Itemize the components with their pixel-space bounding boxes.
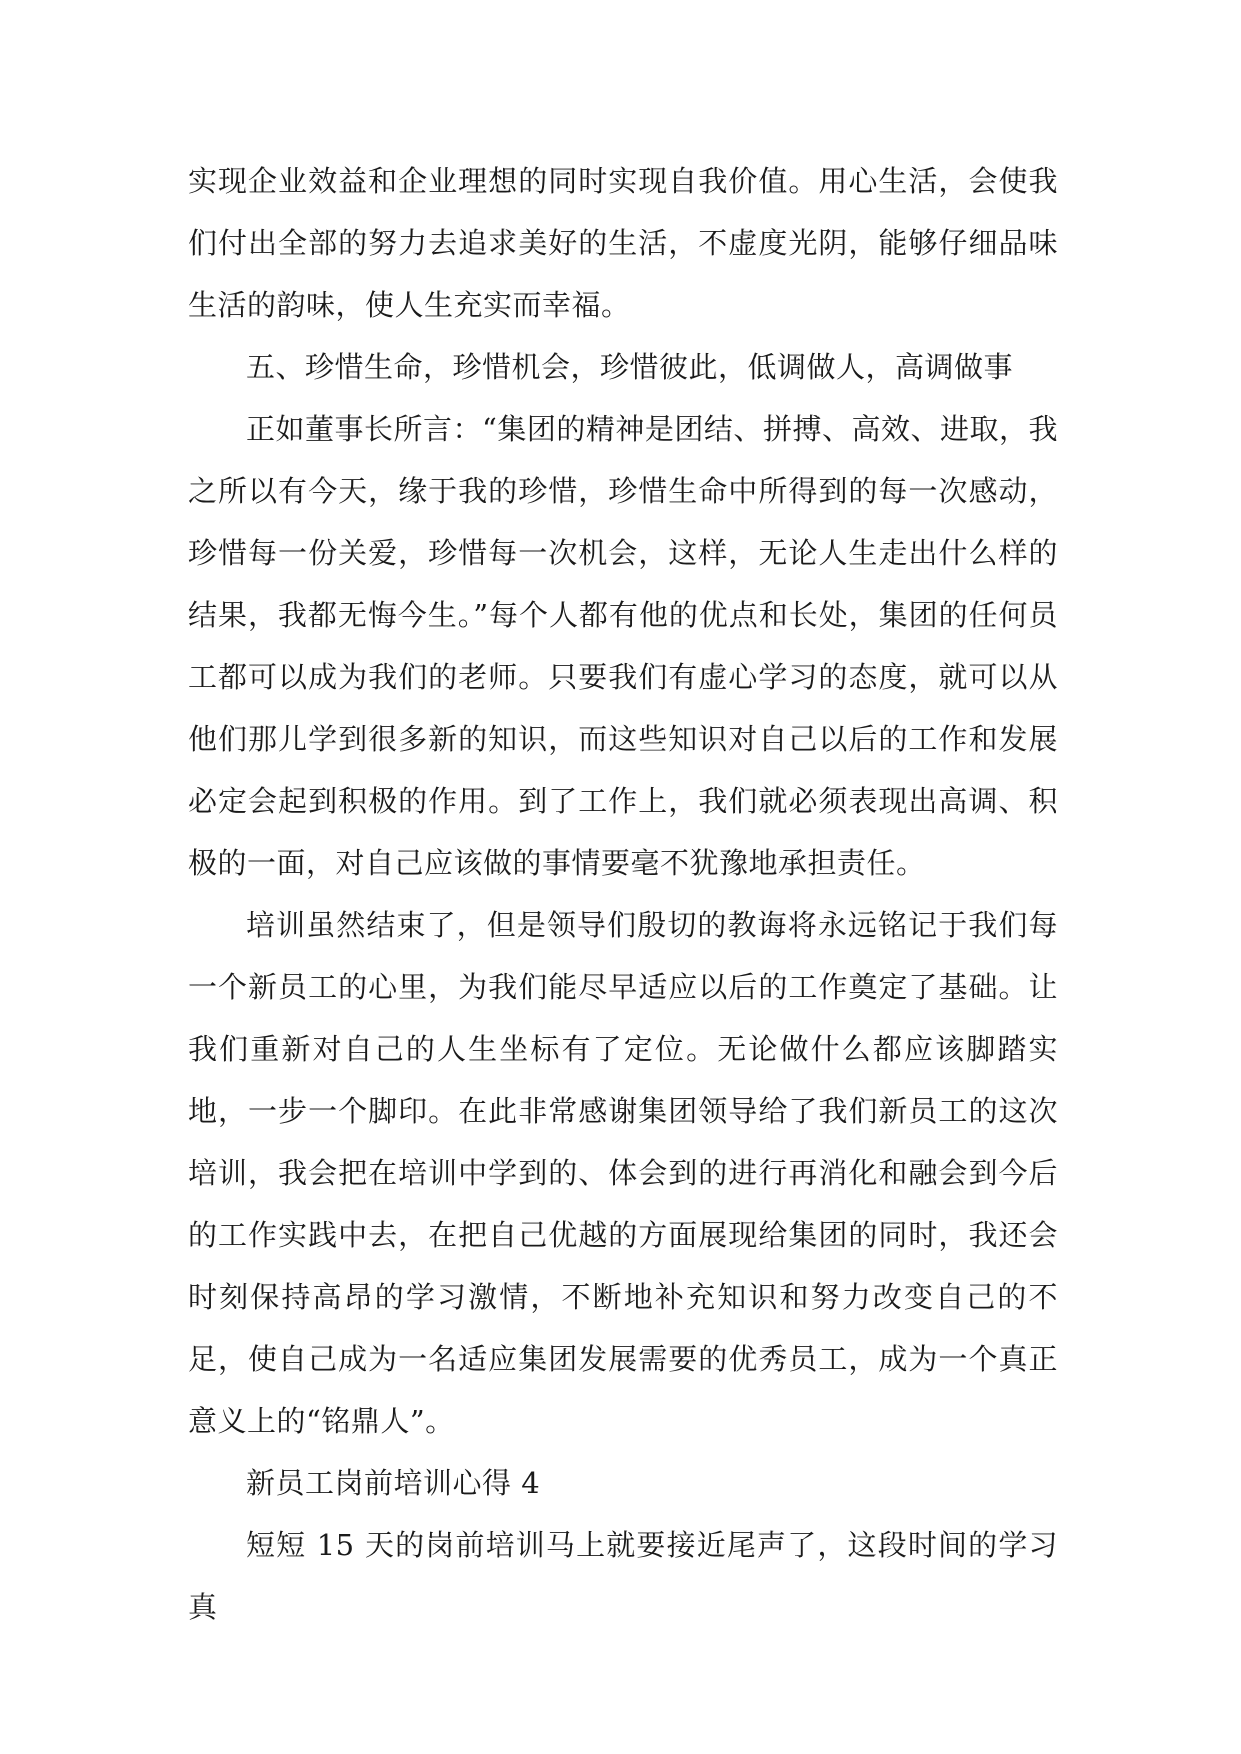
paragraph-continuation: 实现企业效益和企业理想的同时实现自我价值。用心生活，会使我们付出全部的努力去追求美好的生活，不虚度光阴，能够仔细品味生活的韵味，使人生充实而幸福。	[188, 164, 1058, 322]
paragraph-training-conclusion: 培训虽然结束了，但是领导们殷切的教诲将永远铭记于我们每一个新员工的心里，为我们能尽早适应以后的工作奠定了基础。让我们重新对自己的人生坐标有了定位。无论做什么都应该脚踏实地，一步一个脚印。在此非常感谢集团领导给了我们新员工的这次培训，我会把在培训中学到的、体会到的进行再消化和融会到今后的工作实践中去，在把自己优越的方面展现给集团的同时，我还会时刻保持高昂的学习激情，不断地补充知识和努力改变自己的不足，使自己成为一名适应集团发展需要的优秀员工，成为一个真正意义上的“铭鼎人”。	[188, 908, 1058, 1438]
paragraph-chairman-quote: 正如董事长所言：“集团的精神是团结、拼搏、高效、进取，我之所以有今天，缘于我的珍惜，珍惜生命中所得到的每一次感动，珍惜每一份关爱，珍惜每一次机会，这样，无论人生走出什么样的结果，我都无悔今生。”每个人都有他的优点和长处，集团的任何员工都可以成为我们的老师。只要我们有虚心学习的态度，就可以从他们那儿学到很多新的知识，而这些知识对自己以后的工作和发展必定会起到积极的作用。到了工作上，我们就必须表现出高调、积极的一面，对自己应该做的事情要毫不犹豫地承担责任。	[188, 412, 1058, 880]
document-body	[188, 150, 1058, 1638]
section-heading-five: 五、珍惜生命，珍惜机会，珍惜彼此，低调做人，高调做事	[246, 350, 1014, 384]
paragraph-article-4-opening: 短短 15 天的岗前培训马上就要接近尾声了，这段时间的学习真	[188, 1528, 1058, 1624]
article-title-4: 新员工岗前培训心得 4	[246, 1466, 541, 1500]
